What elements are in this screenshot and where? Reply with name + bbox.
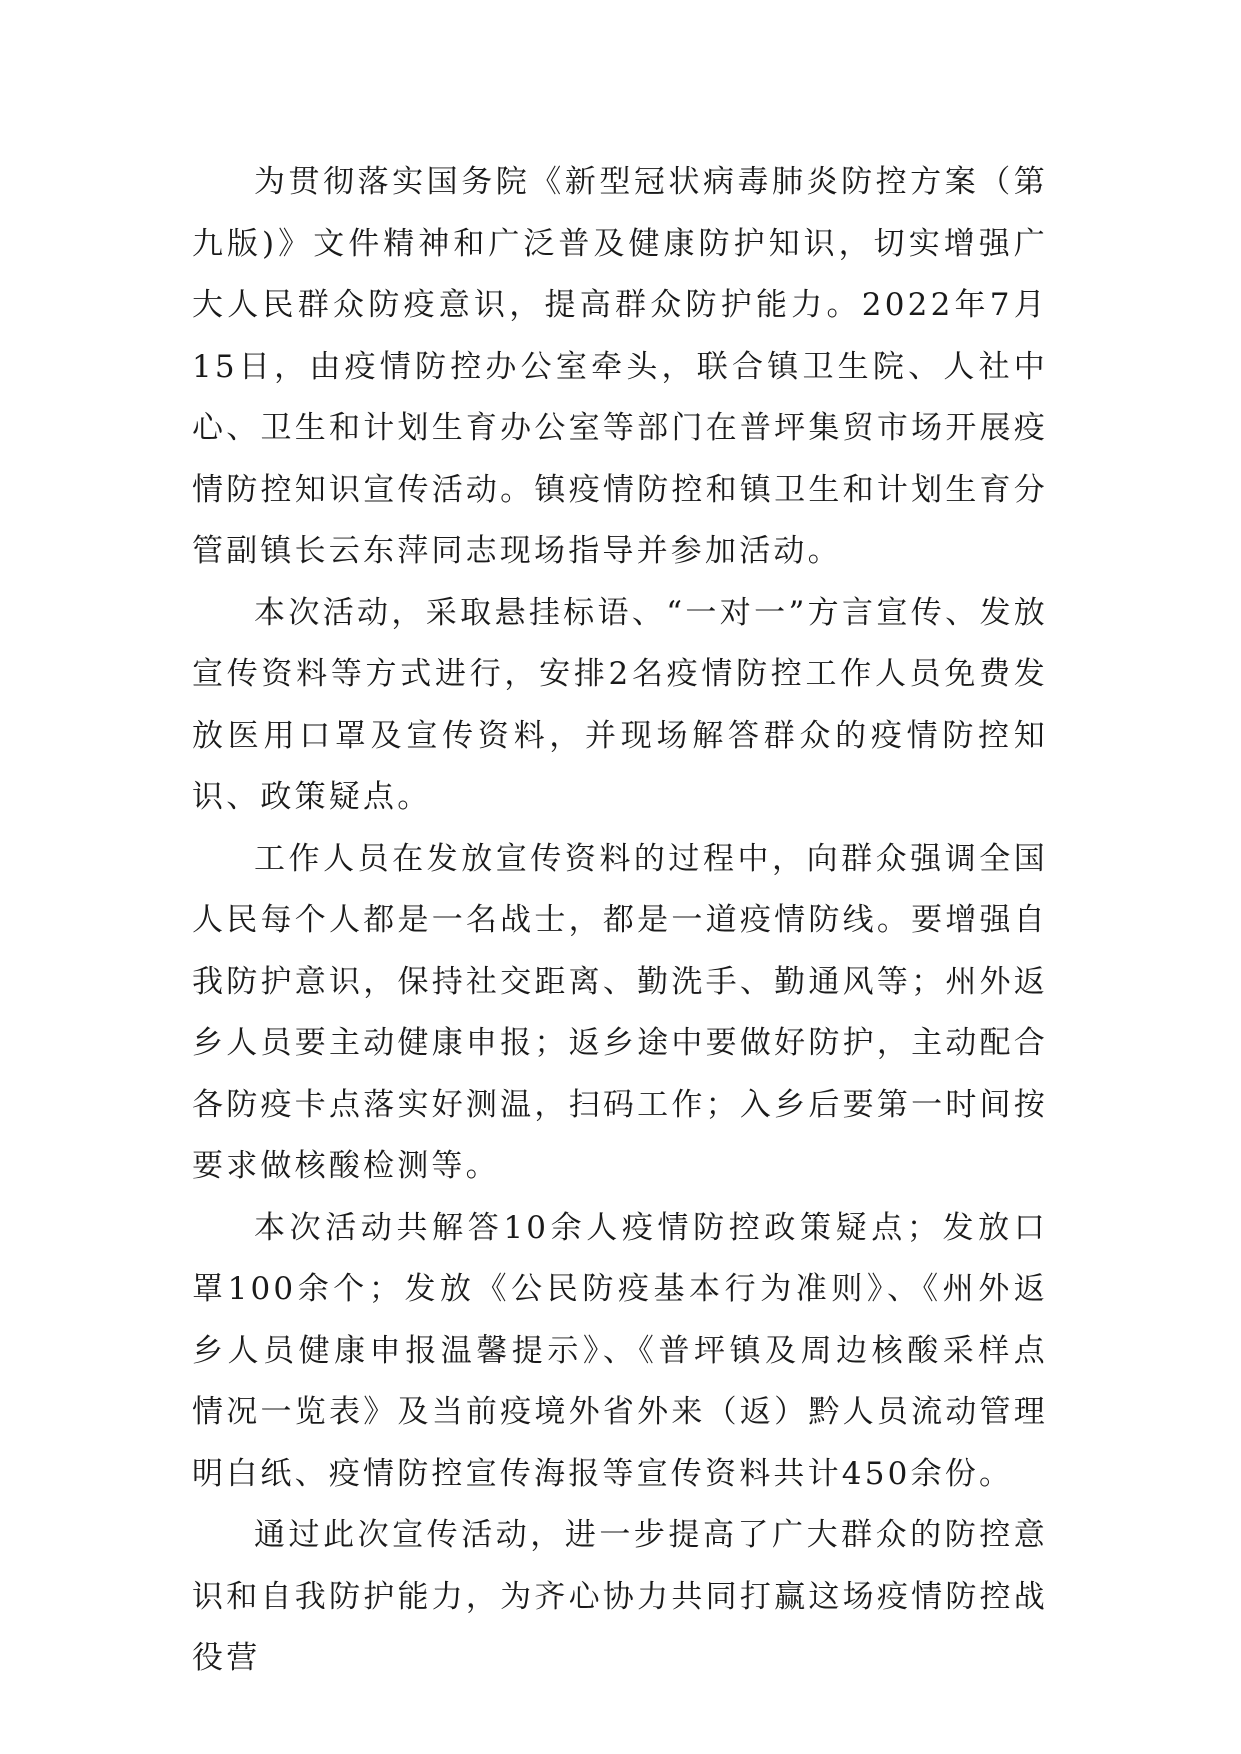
paragraph-3: 工作人员在发放宣传资料的过程中，向群众强调全国人民每个人都是一名战士，都是一道疫情防线。要增强自我防护意识，保持社交距离、勤洗手、勤通风等；州外返乡人员要主动健康申报；返乡途中要做好防护，主动配合各防疫卡点落实好测温，扫码工作；入乡后要第一时间按要求做核酸检测等。 xyxy=(192,840,1048,1184)
paragraph-4: 本次活动共解答10余人疫情防控政策疑点；发放口罩100余个；发放《公民防疫基本行为准则》、《州外返乡人员健康申报温馨提示》、《普坪镇及周边核酸采样点情况一览表》及当前疫境外省外来（返）黔人员流动管理明白纸、疫情防控宣传海报等宣传资料共计450余份。 xyxy=(192,1209,1048,1492)
paragraph-1: 为贯彻落实国务院《新型冠状病毒肺炎防控方案（第九版)》文件精神和广泛普及健康防护知识，切实增强广大人民群众防疫意识，提高群众防护能力。2022年7月15日，由疫情防控办公室牵头，联合镇卫生院、人社中心、卫生和计划生育办公室等部门在普坪集贸市场开展疫情防控知识宣传活动。镇疫情防控和镇卫生和计划生育分管副镇长云东萍同志现场指导并参加活动。 xyxy=(192,164,1048,569)
paragraph-2: 本次活动，采取悬挂标语、“一对一”方言宣传、发放宣传资料等方式进行，安排2名疫情防控工作人员免费发放医用口罩及宣传资料，并现场解答群众的疫情防控知识、政策疑点。 xyxy=(192,594,1048,815)
document-body xyxy=(192,152,1048,1690)
paragraph-5: 通过此次宣传活动，进一步提高了广大群众的防控意识和自我防护能力，为齐心协力共同打赢这场疫情防控战役营 xyxy=(192,1517,1048,1676)
